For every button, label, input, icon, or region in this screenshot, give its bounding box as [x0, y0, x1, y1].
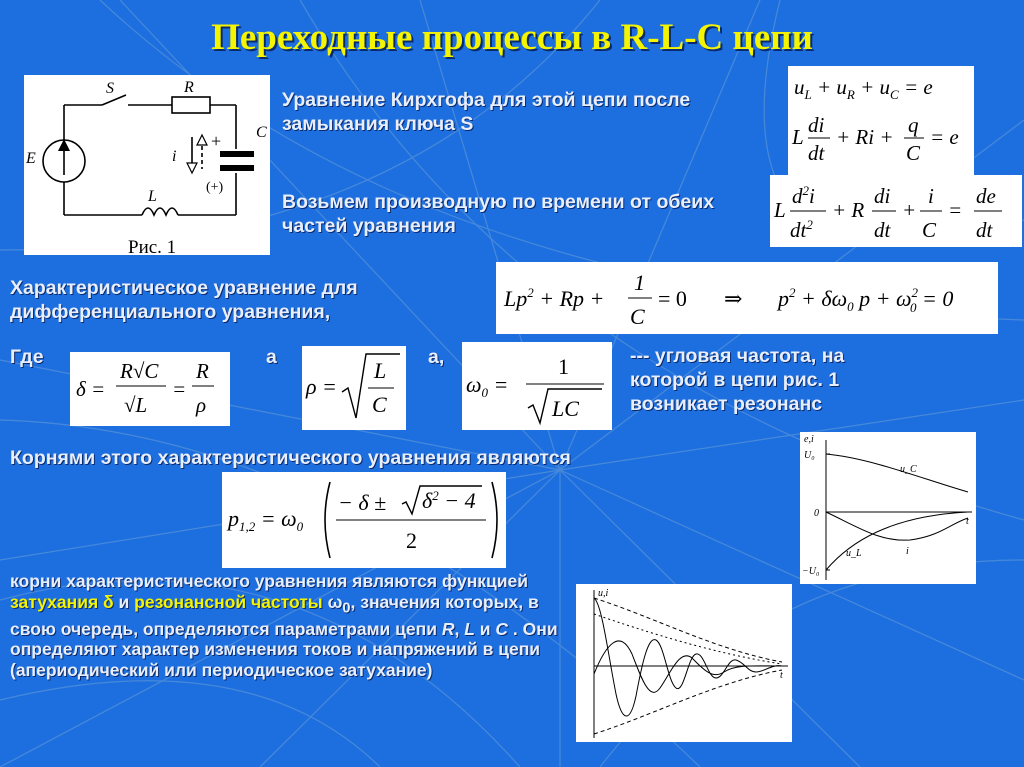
derivative-text: Возьмем производную по времени от обеих частей уравнения	[282, 191, 715, 237]
switch-label: S	[106, 80, 114, 97]
inductor-label: L	[148, 188, 157, 205]
figure-caption: Рис. 1	[128, 237, 177, 255]
capacitor-label: C	[256, 124, 267, 141]
svg-text:q: q	[908, 113, 919, 137]
kirchhoff-text: Уравнение Кирхгофа для этой цепи после замыкания ключа S	[282, 89, 691, 135]
svg-text:dt: dt	[808, 141, 825, 165]
formula-f1: $u_L + u_R + u_C = e$	[794, 75, 933, 102]
svg-text:C: C	[630, 304, 645, 329]
uc-curve	[826, 454, 968, 492]
svg-text:C: C	[922, 218, 937, 242]
svg-text:√L: √L	[124, 393, 148, 417]
characteristic-text: Характеристическое уравнение для дифференциального уравнения,	[10, 277, 358, 323]
current-label: i	[172, 148, 177, 165]
svg-text:1: 1	[558, 354, 569, 379]
roots-description: корни характеристического уравнения являются функцией затухания δ и резонансной частоты $\omega_0$, значения которых, в свою очередь, определяются параметрами цепи R, L и C . Они определяют характер изменения токов и напряжений в цепи (апериодический или периодическое затухание)	[10, 571, 558, 680]
formula-omega	[462, 342, 612, 430]
svg-text:dt2: $dt^2$	[790, 217, 813, 242]
i-curve	[826, 512, 968, 540]
aperiodic-ul-label: u_L	[846, 548, 862, 559]
svg-text:= e: = e	[930, 125, 959, 149]
svg-text:+ R: + R	[832, 198, 865, 222]
circuit-schematic	[24, 75, 270, 255]
svg-text:d2i: $d^2i$	[792, 183, 815, 208]
circuit-diagram	[24, 75, 270, 255]
formula-delta	[70, 352, 230, 426]
and-label-2: а,	[428, 346, 445, 368]
svg-text:=: =	[172, 377, 187, 401]
aperiodic-t: t	[966, 516, 969, 527]
svg-text:de: de	[976, 184, 996, 208]
angular-frequency-text: --- угловая частота, на которой в цепи рис. 1 возникает резонанс	[630, 345, 845, 415]
svg-text:dt: dt	[976, 218, 993, 242]
where-label: Где	[10, 346, 44, 368]
svg-text:R: R	[196, 359, 209, 383]
svg-text:i: i	[928, 184, 934, 208]
aperiodic-axis-y: e,i	[804, 434, 814, 445]
svg-text:p2 + δω0 p + ω20 = 0: $p^2 + \delta\omega_0$ $p + \omega^2$ 0 = 0	[778, 285, 954, 315]
svg-text:2: 2	[406, 528, 417, 553]
damping-highlight: затухания	[10, 591, 99, 612]
svg-text:+ Ri +: + Ri +	[836, 125, 894, 149]
svg-text:C: C	[906, 141, 921, 165]
oscillating-t: t	[780, 670, 783, 681]
aperiodic-y-pos: U₀	[804, 450, 815, 461]
svg-text:di: di	[808, 113, 825, 137]
svg-text:L: L	[374, 358, 387, 383]
svg-text:δ =: δ =	[76, 377, 106, 401]
formula-roots	[222, 472, 506, 568]
svg-text:⇒: ⇒	[724, 286, 743, 311]
aperiodic-y-neg: −U₀	[802, 566, 820, 577]
formula-rho	[302, 346, 406, 430]
source-label: E	[26, 150, 36, 167]
roots-intro-text: Корнями этого характеристического уравнения являются	[10, 447, 571, 469]
and-label-1: а	[266, 346, 277, 368]
formula-characteristic	[496, 262, 998, 334]
plus-paren-label: (+)	[206, 180, 224, 195]
svg-text:R√C: R√C	[120, 359, 159, 383]
svg-text:p1,2 = ω0: $p_{1,2} = \omega_0$	[228, 506, 304, 534]
svg-text:− δ ±: − δ ±	[338, 490, 387, 515]
svg-text:ω0 =: $\omega_0$ =	[466, 372, 509, 400]
graph-oscillating	[576, 584, 792, 742]
aperiodic-zero: 0	[814, 508, 819, 519]
oscillating-axis-y: u,i	[598, 588, 609, 599]
svg-text:LC: LC	[552, 396, 579, 421]
svg-text:=: =	[948, 198, 963, 222]
plus-label: +	[211, 131, 222, 151]
ul-curve	[826, 512, 968, 570]
svg-text:dt: dt	[874, 218, 891, 242]
resonant-highlight: резонансной частоты	[134, 591, 323, 612]
aperiodic-i-label: i	[906, 546, 909, 557]
svg-text:L: L	[774, 198, 786, 222]
resistor-label: R	[184, 79, 194, 96]
svg-text:C: C	[372, 392, 387, 417]
formula-kirchhoff	[788, 66, 974, 176]
aperiodic-uc-label: u_C	[900, 464, 917, 475]
svg-text:L: L	[792, 125, 804, 149]
svg-text:ρ =: ρ =	[306, 374, 337, 399]
formula-derivative	[770, 175, 1022, 247]
svg-text:δ2 − 4: $\delta^2 - 4$	[422, 488, 476, 513]
svg-text:= 0: = 0	[658, 286, 687, 311]
svg-text:+: +	[902, 198, 917, 222]
svg-text:1: 1	[634, 270, 645, 295]
graph-aperiodic	[800, 432, 976, 584]
svg-text:di: di	[874, 184, 891, 208]
page-title: Переходные процессы в R-L-C цепи	[211, 17, 813, 58]
svg-text:Lp2 + Rp +: $Lp^2 + Rp$ +	[504, 285, 605, 311]
svg-text:ρ: ρ	[196, 393, 207, 417]
